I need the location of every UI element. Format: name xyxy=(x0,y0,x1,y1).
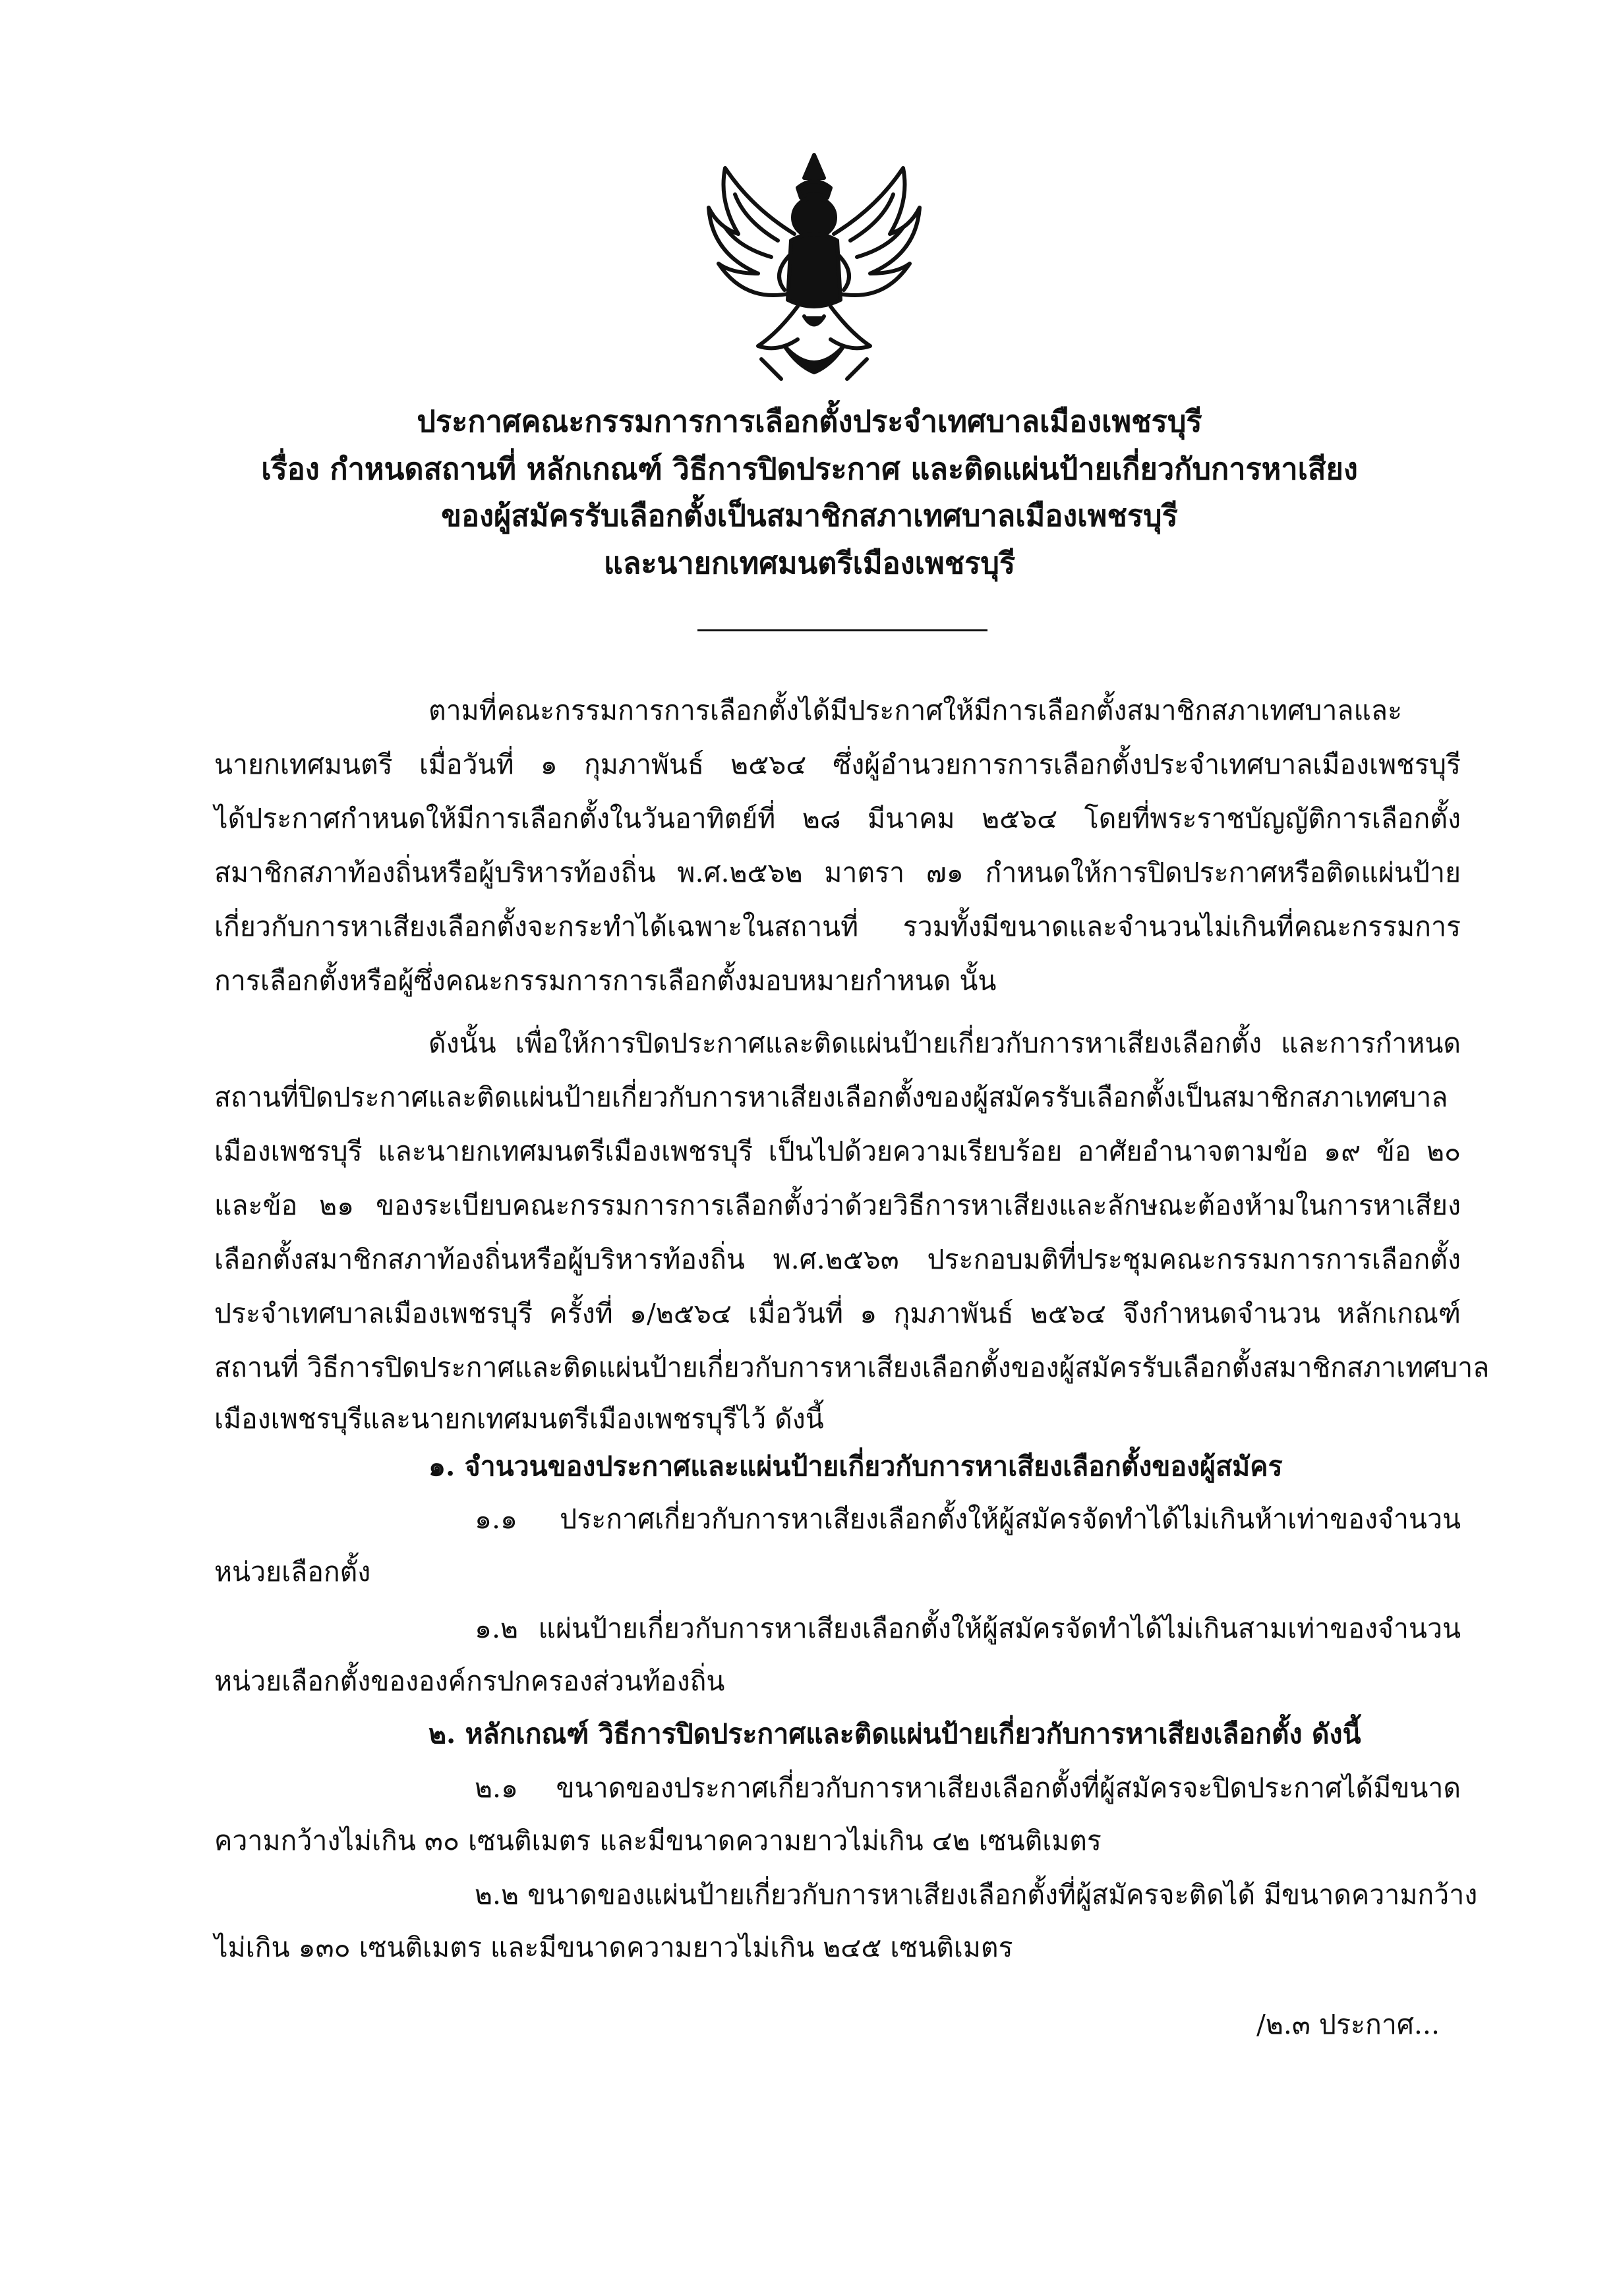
paragraph-line: สมาชิกสภาท้องถิ่นหรือผู้บริหารท้องถิ่น พ.ศ.๒๕๖๒ มาตรา ๗๑ กำหนดให้การปิดประกาศหรือติดแผ่นป้าย xyxy=(214,857,1461,888)
announcement-subject-line-2: ของผู้สมัครรับเลือกตั้งเป็นสมาชิกสภาเทศบาลเมืองเพชรบุรี xyxy=(441,498,1178,533)
section-2-1-continuation: ความกว้างไม่เกิน ๓๐ เซนติเมตร และมีขนาดความยาวไม่เกิน ๔๒ เซนติเมตร xyxy=(214,1825,1102,1856)
section-1-1-continuation: หน่วยเลือกตั้ง xyxy=(214,1556,371,1588)
garuda-emblem-icon xyxy=(699,148,929,386)
announcement-title: ประกาศคณะกรรมการการเลือกตั้งประจำเทศบาลเมืองเพชรบุรี xyxy=(417,404,1202,439)
paragraph-line: เลือกตั้งสมาชิกสภาท้องถิ่นหรือผู้บริหารท้องถิ่น พ.ศ.๒๕๖๓ ประกอบมติที่ประชุมคณะกรรมการการเลือกตั้ง xyxy=(214,1244,1461,1275)
paragraph-line: เมืองเพชรบุรีและนายกเทศมนตรีเมืองเพชรบุรีไว้ ดังนี้ xyxy=(214,1403,824,1435)
announcement-subject-line-3: และนายกเทศมนตรีเมืองเพชรบุรี xyxy=(603,546,1016,581)
paragraph-line: ตามที่คณะกรรมการการเลือกตั้งได้มีประกาศให้มีการเลือกตั้งสมาชิกสภาเทศบาลและ xyxy=(428,695,1403,726)
paragraph-line: และข้อ ๒๑ ของระเบียบคณะกรรมการการเลือกตั้งว่าด้วยวิธีการหาเสียงและลักษณะต้องห้ามในการหาเสียง xyxy=(214,1190,1461,1221)
section-1-2-continuation: หน่วยเลือกตั้งขององค์กรปกครองส่วนท้องถิ่น xyxy=(214,1665,725,1697)
section-1-2-item: ๑.๒ แผ่นป้ายเกี่ยวกับการหาเสียงเลือกตั้งให้ผู้สมัครจัดทำได้ไม่เกินสามเท่าของจำนวน xyxy=(475,1613,1461,1644)
section-2-2-continuation: ไม่เกิน ๑๓๐ เซนติเมตร และมีขนาดความยาวไม่เกิน ๒๔๕ เซนติเมตร xyxy=(214,1932,1013,1963)
paragraph-line: ประจำเทศบาลเมืองเพชรบุรี ครั้งที่ ๑/๒๕๖๔ เมื่อวันที่ ๑ กุมภาพันธ์ ๒๕๖๔ จึงกำหนดจำนวน หลักเกณฑ์ xyxy=(214,1298,1461,1329)
paragraph-line: สถานที่ วิธีการปิดประกาศและติดแผ่นป้ายเกี่ยวกับการหาเสียงเลือกตั้งของผู้สมัครรับเลือกตั้งสมาชิกสภาเทศบาล xyxy=(214,1352,1490,1383)
paragraph-line: สถานที่ปิดประกาศและติดแผ่นป้ายเกี่ยวกับการหาเสียงเลือกตั้งของผู้สมัครรับเลือกตั้งเป็นสมาชิกสภาเทศบาล xyxy=(214,1081,1448,1113)
paragraph-line: ได้ประกาศกำหนดให้มีการเลือกตั้งในวันอาทิตย์ที่ ๒๘ มีนาคม ๒๕๖๔ โดยที่พระราชบัญญัติการเลือกตั้ง xyxy=(214,803,1461,834)
announcement-subject: เรื่อง กำหนดสถานที่ หลักเกณฑ์ วิธีการปิดประกาศ และติดแผ่นป้ายเกี่ยวกับการหาเสียง xyxy=(261,451,1358,486)
title-divider xyxy=(697,629,987,631)
paragraph-line: นายกเทศมนตรี เมื่อวันที่ ๑ กุมภาพันธ์ ๒๕๖๔ ซึ่งผู้อำนวยการการเลือกตั้งประจำเทศบาลเมืองเพชรบุรี xyxy=(214,749,1461,780)
paragraph-line: ดังนั้น เพื่อให้การปิดประกาศและติดแผ่นป้ายเกี่ยวกับการหาเสียงเลือกตั้ง และการกำหนด xyxy=(428,1027,1461,1059)
paragraph-line: การเลือกตั้งหรือผู้ซึ่งคณะกรรมการการเลือกตั้งมอบหมายกำหนด นั้น xyxy=(214,965,997,996)
section-2-heading: ๒. หลักเกณฑ์ วิธีการปิดประกาศและติดแผ่นป้ายเกี่ยวกับการหาเสียงเลือกตั้ง ดังนี้ xyxy=(428,1718,1361,1750)
section-1-1-item: ๑.๑ ประกาศเกี่ยวกับการหาเสียงเลือกตั้งให้ผู้สมัครจัดทำได้ไม่เกินห้าเท่าของจำนวน xyxy=(475,1503,1461,1535)
paragraph-line: เกี่ยวกับการหาเสียงเลือกตั้งจะกระทำได้เฉพาะในสถานที่ รวมทั้งมีขนาดและจำนวนไม่เกินที่คณะกรรมการ xyxy=(214,911,1461,942)
section-2-1-item: ๒.๑ ขนาดของประกาศเกี่ยวกับการหาเสียงเลือกตั้งที่ผู้สมัครจะปิดประกาศได้มีขนาด xyxy=(475,1772,1461,1804)
section-1-heading: ๑. จำนวนของประกาศและแผ่นป้ายเกี่ยวกับการหาเสียงเลือกตั้งของผู้สมัคร xyxy=(428,1450,1283,1482)
continuation-note: /๒.๓ ประกาศ... xyxy=(1256,2009,1440,2040)
paragraph-line: เมืองเพชรบุรี และนายกเทศมนตรีเมืองเพชรบุรี เป็นไปด้วยความเรียบร้อย อาศัยอำนาจตามข้อ ๑๙ ข้อ ๒๐ xyxy=(214,1135,1461,1167)
section-2-2-item: ๒.๒ ขนาดของแผ่นป้ายเกี่ยวกับการหาเสียงเลือกตั้งที่ผู้สมัครจะติดได้ มีขนาดความกว้าง xyxy=(475,1879,1478,1910)
